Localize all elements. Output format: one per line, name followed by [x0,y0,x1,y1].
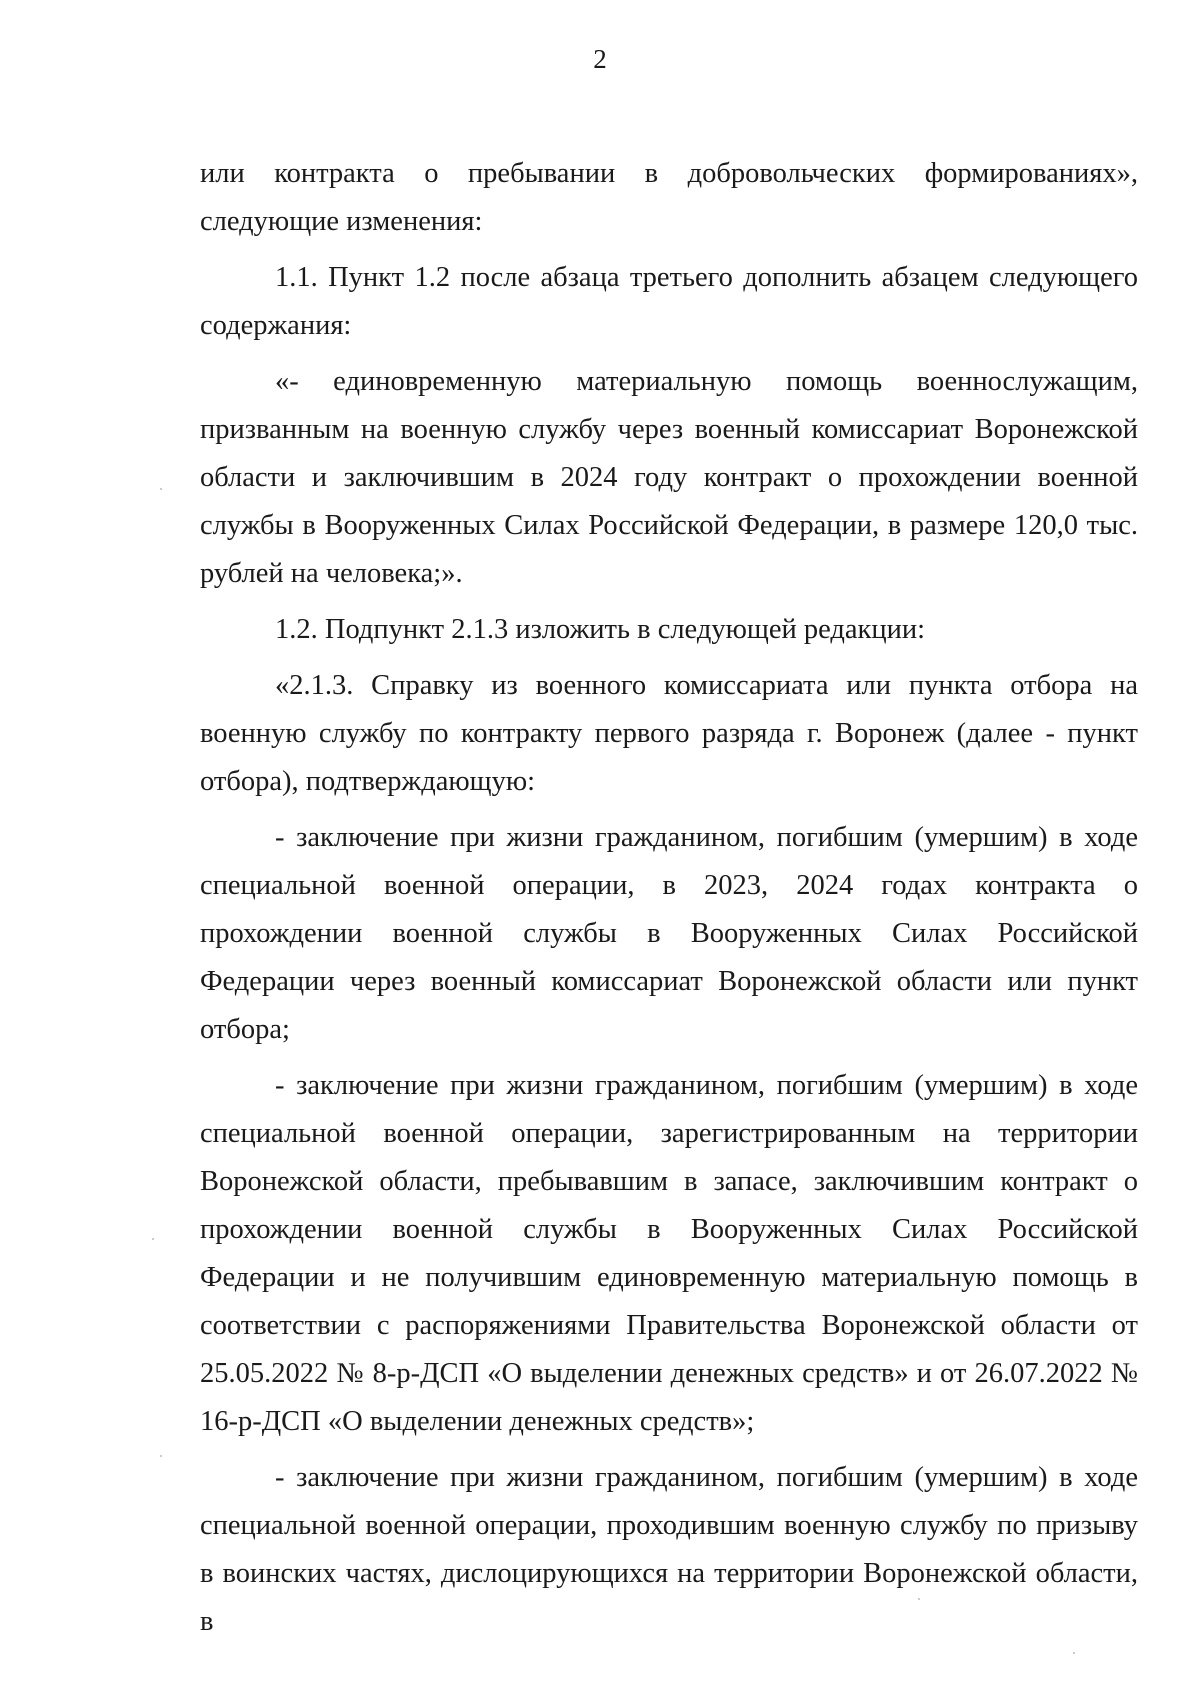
paragraph-1-2: 1.2. Подпункт 2.1.3 изложить в следующей редакции: [275,614,926,645]
scan-speck [152,1238,154,1240]
paragraph-1-1: 1.1. Пункт 1.2 после абзаца третьего дополнить абзацем следующего содержания: [200,262,1138,341]
page-number: 2 [593,44,607,74]
scan-speck [160,488,162,490]
paragraph-continuation: или контракта о пребывании в добровольческих формированиях», следующие изменения: [200,158,1138,237]
paragraph-quoted-aid: «- единовременную материальную помощь военнослужащим, призванным на военную службу через военный комиссариат Воронежской области и заключившим в 2024 году контракт о прохождении военной службы в Вооруженных Силах Российской Федерации, в размере 120,0 тыс. рублей на человека;». [200,366,1138,589]
document-body [200,150,1138,1654]
paragraph-bullet-1: - заключение при жизни гражданином, погибшим (умершим) в ходе специальной военной операции, в 2023, 2024 годах контракта о прохождении военной службы в Вооруженных Силах Российской Федерации через военный комиссариат Воронежской области или пункт отбора; [200,822,1138,1045]
scan-speck [160,1455,162,1457]
paragraph-bullet-2: - заключение при жизни гражданином, погибшим (умершим) в ходе специальной военной операции, зарегистрированным на территории Воронежской области, пребывавшим в запасе, заключившим контракт о прохождении военной службы в Вооруженных Силах Российской Федерации и не получившим единовременную материальную помощь в соответствии с распоряжениями Правительства Воронежской области от 25.05.2022 № 8-р-ДСП «О выделении денежных средств» и от 26.07.2022 № 16-р-ДСП «О выделении денежных средств»; [200,1070,1138,1437]
paragraph-bullet-3: - заключение при жизни гражданином, погибшим (умершим) в ходе специальной военной операции, проходившим военную службу по призыву в воинских частях, дислоцирующихся на территории Воронежской области, в [200,1462,1138,1637]
paragraph-2-1-3: «2.1.3. Справку из военного комиссариата или пункта отбора на военную службу по контракту первого разряда г. Воронеж (далее - пункт отбора), подтверждающую: [200,670,1138,797]
scan-speck [1073,1652,1075,1654]
scan-speck [918,1598,920,1600]
